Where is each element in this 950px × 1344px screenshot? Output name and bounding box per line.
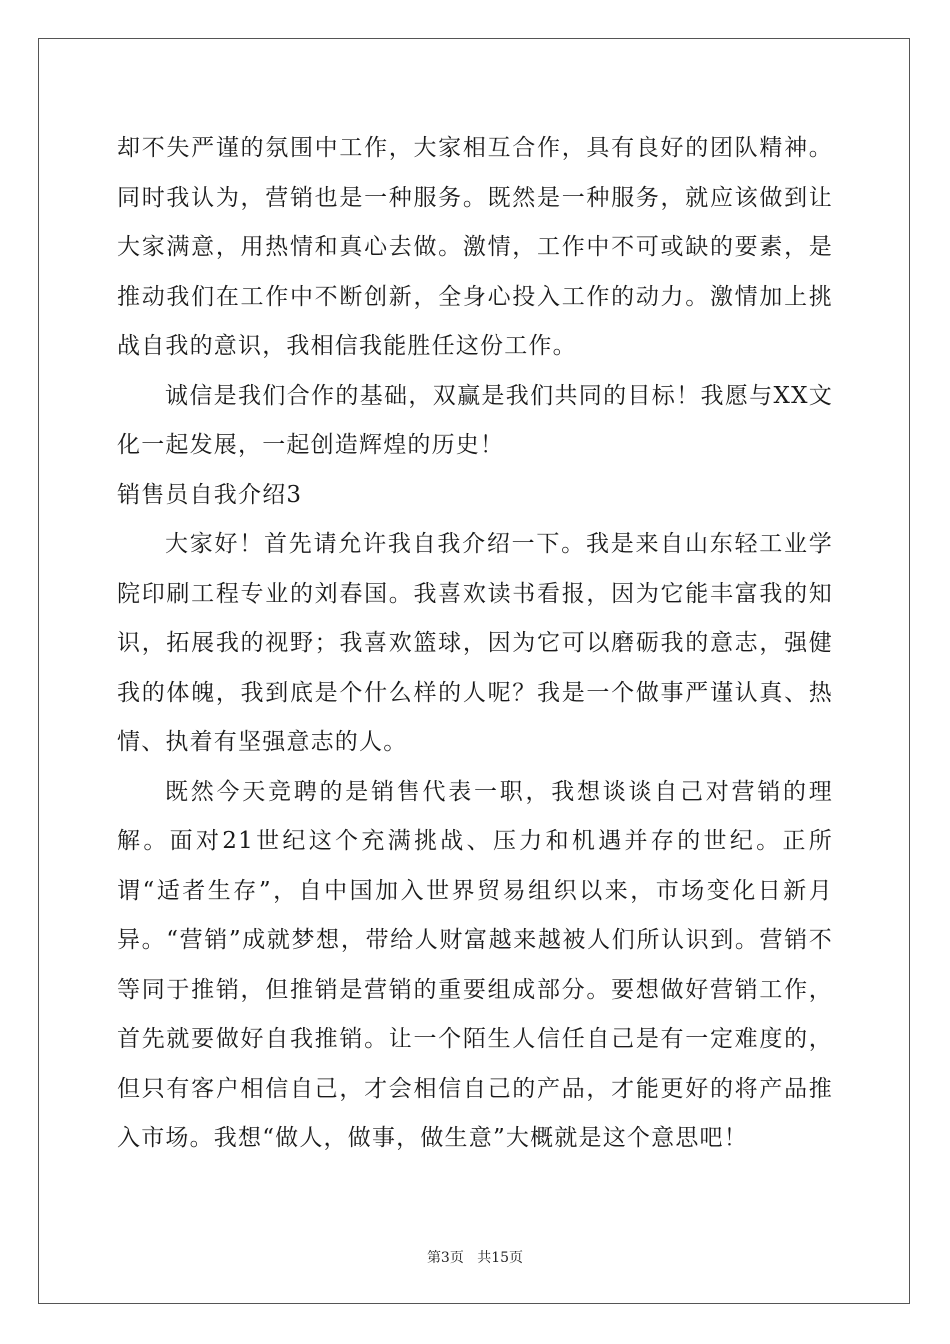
paragraph-self-intro: 大家好！首先请允许我自我介绍一下。我是来自山东轻工业学院印刷工程专业的刘春国。我喜欢读书看报，因为它能丰富我的知识，拓展我的视野；我喜欢篮球，因为它可以磨砺我的意志，强健我的体魄，我到底是个什么样的人呢？我是一个做事严谨认真、热情、执着有坚强意志的人。 <box>117 531 833 755</box>
paragraph-integrity: 诚信是我们合作的基础，双赢是我们共同的目标！我愿与XX文化一起发展，一起创造辉煌的历史！ <box>117 382 833 458</box>
section-heading: 销售员自我介绍3 <box>117 481 303 508</box>
current-page-label: 第3页 <box>426 1250 464 1266</box>
document-body <box>117 124 833 1164</box>
page-footer <box>0 1247 950 1267</box>
total-pages-label: 共15页 <box>477 1250 524 1266</box>
paragraph-continuation: 却不失严谨的氛围中工作，大家相互合作，具有良好的团队精神。同时我认为，营销也是一种服务。既然是一种服务，就应该做到让大家满意，用热情和真心去做。激情，工作中不可或缺的要素，是推动我们在工作中不断创新，全身心投入工作的动力。激情加上挑战自我的意识，我相信我能胜任这份工作。 <box>117 135 833 359</box>
paragraph-marketing: 既然今天竞聘的是销售代表一职，我想谈谈自己对营销的理解。面对21世纪这个充满挑战、压力和机遇并存的世纪。正所谓“适者生存”，自中国加入世界贸易组织以来，市场变化日新月异。“营销”成就梦想，带给人财富越来越被人们所认识到。营销不等同于推销，但推销是营销的重要组成部分。要想做好营销工作，首先就要做好自我推销。让一个陌生人信任自己是有一定难度的，但只有客户相信自己，才会相信自己的产品，才能更好的将产品推入市场。我想“做人，做事，做生意”大概就是这个意思吧！ <box>117 778 833 1151</box>
